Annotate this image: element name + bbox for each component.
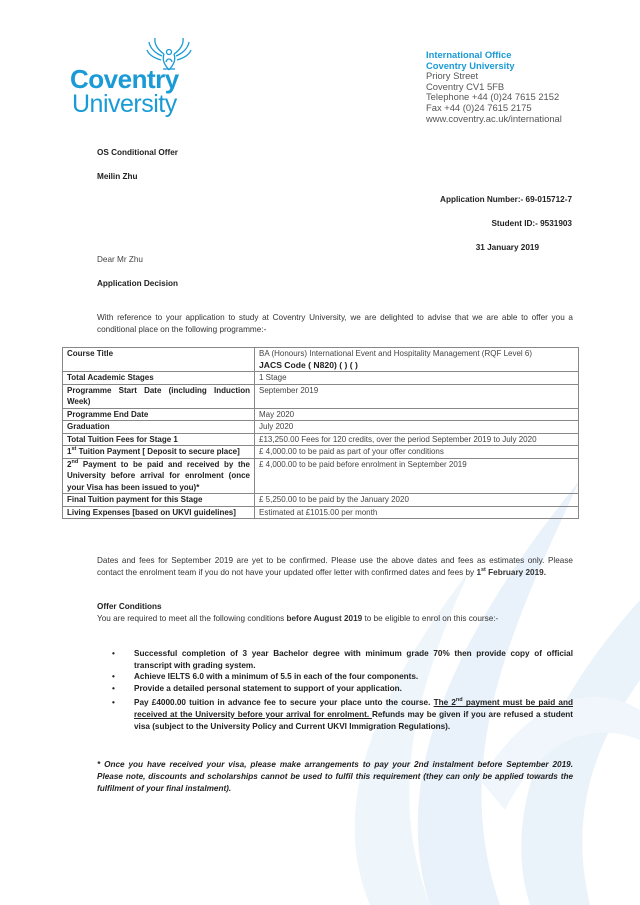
conditions-intro-pre: You are required to meet all the following conditions xyxy=(97,614,287,623)
row-label: Final Tuition payment for this Stage xyxy=(63,494,255,507)
address-street: Priory Street xyxy=(426,70,479,82)
address-city: Coventry CV1 5FB xyxy=(426,80,505,92)
list-item xyxy=(110,648,573,671)
condition-text: Provide a detailed personal statement to support of your application. xyxy=(134,683,402,693)
payment-refund-text: Refunds may be given if you are refused a student visa (subject to the University Policy and Current UKVI Immigration Regulations). xyxy=(134,709,573,731)
address-office: International Office xyxy=(426,49,512,60)
payment-underlined-b: payment must be paid and received at the University before your arrival for enrolment. xyxy=(134,698,573,719)
table-row xyxy=(63,348,579,372)
footnote: * Once you have received your visa, please make arrangements to pay your 2nd instalment before September 2019. Please note, discounts and scholarships cannot be used to fulfil this requirement (they can only be applied towards the fulfilment of your final instalment). xyxy=(97,760,573,793)
row-label: Total Tuition Fees for Stage 1 xyxy=(63,433,255,446)
student-id: Student ID:- 9531903 xyxy=(491,219,572,228)
condition-text: Successful completion of 3 year Bachelor degree with minimum grade 70% then provide copy of official transcript with grading system. xyxy=(134,649,573,670)
table-row xyxy=(63,446,579,459)
dates-notice xyxy=(97,555,573,579)
conditions-intro xyxy=(97,613,573,625)
deadline-suffix: st xyxy=(481,567,486,573)
row-label: Living Expenses [based on UKVI guidelines] xyxy=(63,506,255,519)
table-row xyxy=(63,433,579,446)
payment-condition-text: Pay £4000.00 tuition in advance fee to secure your place unto the course. xyxy=(134,698,434,708)
payment-underlined-a: The 2 xyxy=(433,698,456,708)
conditions-intro-post: to be eligible to enrol on this course:- xyxy=(362,614,499,623)
list-item xyxy=(110,697,573,732)
row-value: May 2020 xyxy=(255,408,579,421)
table-row xyxy=(63,458,579,494)
list-item xyxy=(110,683,573,695)
address-website[interactable]: www.coventry.ac.uk/international xyxy=(426,112,562,124)
table-row xyxy=(63,506,579,519)
ordinal-suffix: st xyxy=(71,446,77,452)
row-label-text: Payment to be paid and received by the University before arrival for enrolment (once your Visa has been issued to you)* xyxy=(67,459,250,492)
row-label-text: Tuition Payment [ Deposit to secure place] xyxy=(76,447,240,456)
sender-address xyxy=(426,50,562,124)
row-value: September 2019 xyxy=(255,384,579,408)
bullet-icon: • xyxy=(112,683,115,693)
row-label: Course Title xyxy=(63,348,255,372)
logo-wordmark-line2: University xyxy=(72,90,177,118)
row-value: £ 5,250.00 to be paid by the January 2020 xyxy=(255,494,579,507)
bullet-icon: • xyxy=(112,672,115,682)
row-value: £ 4,000.00 to be paid as part of your offer conditions xyxy=(255,446,579,459)
condition-text: Achieve IELTS 6.0 with a minimum of 5.5 in each of the four components. xyxy=(134,672,419,682)
table-row xyxy=(63,494,579,507)
university-logo xyxy=(70,36,200,122)
decision-heading: Application Decision xyxy=(97,279,178,288)
row-label: Total Academic Stages xyxy=(63,372,255,385)
row-label: Graduation xyxy=(63,421,255,434)
row-value: 1 Stage xyxy=(255,372,579,385)
row-value: £13,250.00 Fees for 120 credits, over the period September 2019 to July 2020 xyxy=(255,433,579,446)
row-label: Programme End Date xyxy=(63,408,255,421)
jacs-code: JACS Code ( N820) ( ) ( ) xyxy=(259,359,358,370)
logo-wordmark-line1: Coventry xyxy=(70,64,179,94)
ordinal-number: 2 xyxy=(67,459,72,469)
salutation: Dear Mr Zhu xyxy=(97,255,143,264)
conditions-heading: Offer Conditions xyxy=(97,602,162,611)
row-label xyxy=(63,458,255,494)
list-item xyxy=(110,671,573,683)
row-label: Programme Start Date (including Induction Week) xyxy=(63,384,255,408)
row-value: £ 4,000.00 to be paid before enrolment in September 2019 xyxy=(255,458,579,494)
address-fax: Fax +44 (0)24 7615 2175 xyxy=(426,101,532,113)
conditions-list xyxy=(110,648,573,732)
intro-paragraph: With reference to your application to study at Coventry University, we are delighted to advise that we are able to offer you a conditional place on the following programme:- xyxy=(97,313,573,334)
deadline-rest: February 2019. xyxy=(485,568,546,577)
conditions-deadline: before August 2019 xyxy=(286,614,363,623)
recipient-name: Meilin Zhu xyxy=(97,172,138,181)
dates-notice-text: Dates and fees for September 2019 are yet to be confirmed. Please use the above dates and fees as estimates only. Please contact the enrolment team if you do not have your updated offer letter with confirmed dates and fees by xyxy=(97,556,573,577)
bullet-icon: • xyxy=(112,649,115,658)
table-row xyxy=(63,384,579,408)
letter-title: OS Conditional Offer xyxy=(97,148,178,157)
offer-details-table xyxy=(62,347,579,519)
letter-date: 31 January 2019 xyxy=(475,243,539,252)
row-value: Estimated at £1015.00 per month xyxy=(255,506,579,519)
address-telephone: Telephone +44 (0)24 7615 2152 xyxy=(426,91,560,103)
bullet-icon: • xyxy=(112,698,115,708)
ordinal-suffix: nd xyxy=(71,458,79,465)
address-university: Coventry University xyxy=(426,59,515,71)
course-title-value: BA (Honours) International Event and Hospitality Management (RQF Level 6) xyxy=(259,349,533,358)
application-number: Application Number:- 69-015712-7 xyxy=(440,195,572,204)
payment-ordinal-suffix: nd xyxy=(455,697,463,704)
table-row xyxy=(63,408,579,421)
row-value: July 2020 xyxy=(255,421,579,434)
table-row xyxy=(63,421,579,434)
row-label xyxy=(63,446,255,459)
ordinal-number: 1 xyxy=(67,447,72,456)
table-row xyxy=(63,372,579,385)
deadline-day: 1 xyxy=(476,568,481,577)
